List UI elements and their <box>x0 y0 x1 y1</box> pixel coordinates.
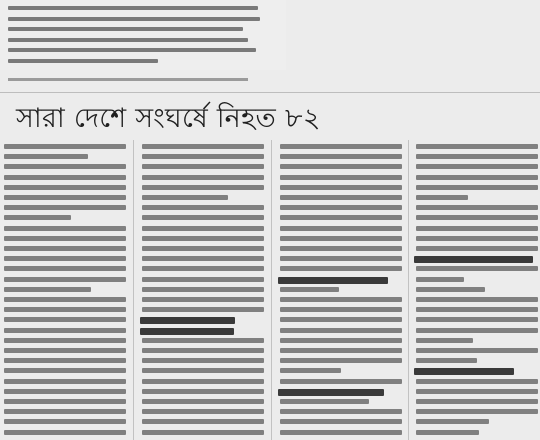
text-line <box>4 256 126 261</box>
text-line <box>280 226 402 231</box>
text-line <box>280 185 402 190</box>
text-line <box>142 287 264 292</box>
text-line <box>4 338 126 343</box>
text-line <box>280 348 402 353</box>
text-line <box>416 154 538 159</box>
text-line <box>4 348 126 353</box>
text-line <box>4 368 126 373</box>
text-line <box>4 236 126 241</box>
text-line <box>416 164 538 169</box>
text-line <box>8 59 158 63</box>
subhead-line <box>140 328 234 335</box>
text-line <box>4 185 126 190</box>
subhead-line <box>414 368 514 375</box>
text-line <box>142 307 264 312</box>
text-line <box>280 246 402 251</box>
continuation-note <box>8 78 248 81</box>
text-line <box>142 266 264 271</box>
text-line <box>142 154 264 159</box>
text-line <box>416 144 538 149</box>
text-line <box>4 328 126 333</box>
text-line <box>416 379 538 384</box>
text-line <box>142 348 264 353</box>
text-line <box>142 236 264 241</box>
text-line <box>142 205 264 210</box>
text-line <box>416 175 538 180</box>
text-line <box>280 205 402 210</box>
text-line <box>416 399 538 404</box>
text-line <box>8 38 248 42</box>
text-line <box>142 246 264 251</box>
text-line <box>4 154 88 159</box>
text-line <box>142 399 264 404</box>
text-line <box>280 195 402 200</box>
previous-article-fragment <box>0 0 286 70</box>
text-line <box>142 297 264 302</box>
text-line <box>4 307 126 312</box>
subhead-line <box>140 317 235 324</box>
text-line <box>8 6 258 10</box>
text-line <box>416 297 538 302</box>
text-line <box>8 48 256 52</box>
text-line <box>4 144 126 149</box>
text-line <box>142 185 264 190</box>
text-line <box>280 144 402 149</box>
text-line <box>4 175 126 180</box>
text-line <box>142 195 228 200</box>
text-line <box>280 164 402 169</box>
text-line <box>4 226 126 231</box>
text-line <box>416 215 538 220</box>
text-line <box>4 287 91 292</box>
text-line <box>280 297 402 302</box>
text-line <box>416 430 479 435</box>
text-line <box>280 154 402 159</box>
text-line <box>280 236 402 241</box>
text-line <box>142 226 264 231</box>
text-line <box>4 389 126 394</box>
text-line <box>280 215 402 220</box>
text-line <box>142 389 264 394</box>
text-line <box>4 277 126 282</box>
text-line <box>280 368 341 373</box>
text-line <box>280 175 402 180</box>
text-line <box>4 379 126 384</box>
text-line <box>142 164 264 169</box>
text-line <box>280 379 402 384</box>
text-line <box>416 317 538 322</box>
text-line <box>416 195 468 200</box>
text-line <box>4 297 126 302</box>
article-column-2 <box>138 140 266 440</box>
subhead-line <box>278 389 384 396</box>
column-divider <box>408 140 409 440</box>
text-line <box>416 266 538 271</box>
text-line <box>280 399 369 404</box>
text-line <box>416 307 538 312</box>
text-line <box>416 277 464 282</box>
text-line <box>4 409 126 414</box>
text-line <box>142 430 264 435</box>
text-line <box>4 246 126 251</box>
text-line <box>142 338 264 343</box>
article-column-4 <box>412 140 540 440</box>
text-line <box>416 246 538 251</box>
text-line <box>416 328 538 333</box>
text-line <box>280 256 402 261</box>
article-headline: সারা দেশে সংঘর্ষে নিহত ৮২ <box>16 103 321 134</box>
text-line <box>280 358 402 363</box>
text-line <box>142 358 264 363</box>
text-line <box>416 409 538 414</box>
text-line <box>8 17 260 21</box>
text-line <box>416 419 489 424</box>
text-line <box>142 409 264 414</box>
column-divider <box>271 140 272 440</box>
text-line <box>416 338 473 343</box>
text-line <box>280 409 402 414</box>
text-line <box>280 287 339 292</box>
column-divider <box>133 140 134 440</box>
text-line <box>4 195 126 200</box>
text-line <box>4 215 71 220</box>
text-line <box>142 379 264 384</box>
text-line <box>4 266 126 271</box>
text-line <box>280 419 402 424</box>
text-line <box>4 317 126 322</box>
text-line <box>142 215 264 220</box>
text-line <box>4 205 126 210</box>
text-line <box>142 368 264 373</box>
text-line <box>4 399 126 404</box>
text-line <box>280 328 402 333</box>
text-line <box>416 205 538 210</box>
text-line <box>416 348 538 353</box>
text-line <box>4 419 126 424</box>
text-line <box>280 307 402 312</box>
text-line <box>416 226 538 231</box>
text-line <box>416 236 538 241</box>
article-column-1 <box>0 140 128 440</box>
text-line <box>142 175 264 180</box>
text-line <box>416 389 538 394</box>
text-line <box>280 317 402 322</box>
article-column-3 <box>276 140 404 440</box>
text-line <box>8 27 243 31</box>
text-line <box>142 144 264 149</box>
text-line <box>416 185 538 190</box>
text-line <box>4 358 126 363</box>
subhead-line <box>278 277 388 284</box>
text-line <box>416 358 477 363</box>
text-line <box>142 277 264 282</box>
subhead-line <box>414 256 533 263</box>
text-line <box>416 287 485 292</box>
text-line <box>142 256 264 261</box>
text-line <box>4 430 126 435</box>
text-line <box>280 266 402 271</box>
text-line <box>142 419 264 424</box>
section-divider <box>0 92 540 93</box>
text-line <box>4 164 126 169</box>
text-line <box>280 338 402 343</box>
text-line <box>280 430 402 435</box>
